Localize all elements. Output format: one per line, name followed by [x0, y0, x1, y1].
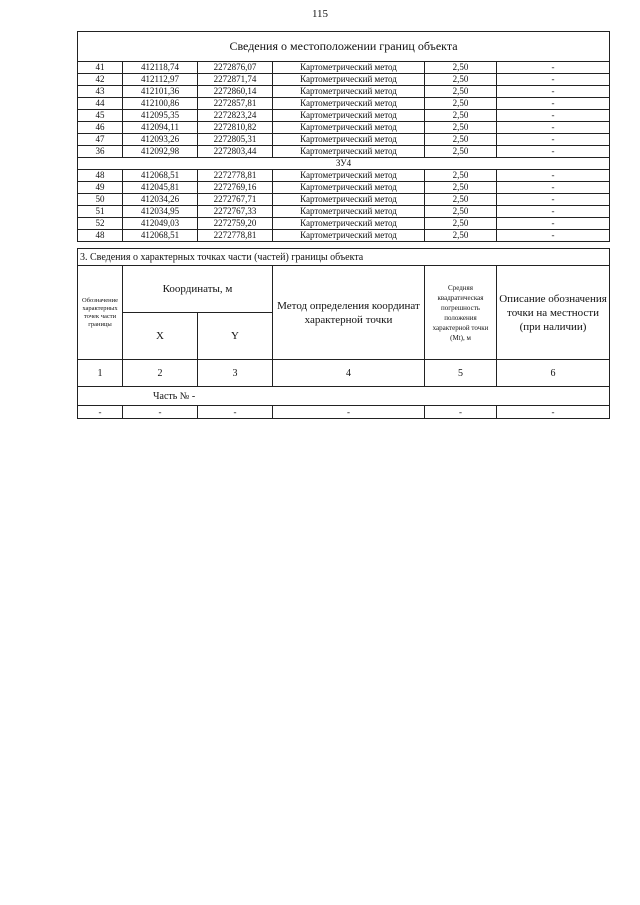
table-row	[78, 86, 610, 98]
table-row	[78, 62, 610, 74]
header-description: Описание обозначения точки на местности (при наличии)	[497, 266, 610, 360]
table-cell: 2,50	[425, 206, 497, 218]
table-cell: -	[123, 406, 198, 419]
table-cell: 2272860,14	[198, 86, 273, 98]
table-cell: -	[497, 406, 610, 419]
table-row	[78, 146, 610, 158]
table-cell: -	[497, 170, 610, 182]
table-cell: 412100,86	[123, 98, 198, 110]
table-cell: -	[198, 406, 273, 419]
column-number: 3	[198, 360, 273, 387]
table-cell: -	[497, 146, 610, 158]
section-title: 3. Сведения о характерных точках части (частей) границы объекта	[78, 249, 610, 266]
table-cell: 45	[78, 110, 123, 122]
table-row	[78, 170, 610, 182]
table-cell: 47	[78, 134, 123, 146]
table-cell: 2272810,82	[198, 122, 273, 134]
column-numbers-row	[78, 360, 610, 387]
table-row	[78, 218, 610, 230]
table-cell: 412093,26	[123, 134, 198, 146]
table-cell: -	[273, 406, 425, 419]
table-cell: 49	[78, 182, 123, 194]
column-number: 6	[497, 360, 610, 387]
table-cell: -	[497, 182, 610, 194]
table-cell: 48	[78, 230, 123, 242]
page-number: 115	[311, 8, 329, 20]
table-cell: 2,50	[425, 182, 497, 194]
table-cell: -	[425, 406, 497, 419]
table-cell: -	[497, 98, 610, 110]
table-cell: 412045,81	[123, 182, 198, 194]
table-cell: 50	[78, 194, 123, 206]
table-cell: 2272876,07	[198, 62, 273, 74]
table-cell: -	[497, 86, 610, 98]
table-row	[78, 110, 610, 122]
table-cell: 2272778,81	[198, 230, 273, 242]
table-row	[78, 206, 610, 218]
table-cell: 36	[78, 146, 123, 158]
header-y: Y	[198, 313, 273, 360]
header-method: Метод определения координат характерной точки	[273, 266, 425, 360]
table-cell: 412049,03	[123, 218, 198, 230]
table-cell: 412118,74	[123, 62, 198, 74]
table-cell: Картометрический метод	[273, 86, 425, 98]
table-cell: 48	[78, 170, 123, 182]
table-cell: 2,50	[425, 86, 497, 98]
table-cell: 51	[78, 206, 123, 218]
table-title: Сведения о местоположении границ объекта	[78, 32, 610, 62]
table-cell: Картометрический метод	[273, 182, 425, 194]
table-cell: Картометрический метод	[273, 218, 425, 230]
table-cell: Картометрический метод	[273, 230, 425, 242]
table-cell: Картометрический метод	[273, 134, 425, 146]
table-cell: 2,50	[425, 62, 497, 74]
table-row	[78, 122, 610, 134]
table-row	[78, 406, 610, 419]
table-cell: 412095,35	[123, 110, 198, 122]
table-cell: 2,50	[425, 218, 497, 230]
column-number: 1	[78, 360, 123, 387]
table-cell: 2272823,24	[198, 110, 273, 122]
table-cell: 2,50	[425, 134, 497, 146]
table-cell: 2272767,33	[198, 206, 273, 218]
column-number: 2	[123, 360, 198, 387]
table-cell: -	[497, 122, 610, 134]
group-label: ЗУ4	[78, 158, 610, 170]
table-cell: 52	[78, 218, 123, 230]
table-cell: Картометрический метод	[273, 98, 425, 110]
table-cell: -	[497, 218, 610, 230]
table-cell: -	[497, 62, 610, 74]
table-cell: 412068,51	[123, 230, 198, 242]
table-cell: 41	[78, 62, 123, 74]
table-cell: -	[497, 194, 610, 206]
table-cell: 412092,98	[123, 146, 198, 158]
table-row	[78, 194, 610, 206]
table-cell: 2,50	[425, 74, 497, 86]
table-cell: 42	[78, 74, 123, 86]
table-cell: 2272803,44	[198, 146, 273, 158]
table-cell: 43	[78, 86, 123, 98]
table-cell: 2,50	[425, 230, 497, 242]
column-number: 4	[273, 360, 425, 387]
table-cell: 2272805,31	[198, 134, 273, 146]
table-cell: -	[497, 230, 610, 242]
table-cell: -	[497, 74, 610, 86]
table-cell: Картометрический метод	[273, 146, 425, 158]
table-cell: -	[497, 134, 610, 146]
table-cell: 2,50	[425, 110, 497, 122]
table-cell: 2,50	[425, 146, 497, 158]
table-cell: 412068,51	[123, 170, 198, 182]
table-row	[78, 74, 610, 86]
table-cell: 2272857,81	[198, 98, 273, 110]
header-accuracy: Средняя квадратическая погрешность положения характерной точки (Mt), м	[425, 266, 497, 360]
table-cell: -	[497, 206, 610, 218]
table-cell: 2272769,16	[198, 182, 273, 194]
table-row	[78, 182, 610, 194]
column-number: 5	[425, 360, 497, 387]
table-cell: 2272871,74	[198, 74, 273, 86]
table-row	[78, 98, 610, 110]
table-cell: 412101,36	[123, 86, 198, 98]
table-cell: 44	[78, 98, 123, 110]
table-cell: Картометрический метод	[273, 122, 425, 134]
table-cell: Картометрический метод	[273, 62, 425, 74]
table-cell: 46	[78, 122, 123, 134]
table-cell: Картометрический метод	[273, 194, 425, 206]
header-coordinates: Координаты, м	[123, 266, 273, 313]
table-cell: 2,50	[425, 122, 497, 134]
table-cell: Картометрический метод	[273, 74, 425, 86]
table-cell: 2272767,71	[198, 194, 273, 206]
part-label: Часть № -	[78, 387, 610, 406]
header-x: X	[123, 313, 198, 360]
table-cell: 412112,97	[123, 74, 198, 86]
table-cell: 412034,95	[123, 206, 198, 218]
table-cell: -	[497, 110, 610, 122]
group-row	[78, 158, 610, 170]
table-row	[78, 134, 610, 146]
table-cell: 2,50	[425, 194, 497, 206]
table-cell: 412034,26	[123, 194, 198, 206]
part-points-table	[77, 248, 610, 419]
boundary-location-table	[77, 31, 610, 242]
table-cell: 412094,11	[123, 122, 198, 134]
table-cell: 2272778,81	[198, 170, 273, 182]
table-cell: 2272759,20	[198, 218, 273, 230]
header-point-designation: Обозначение характерных точек части границы	[78, 266, 123, 360]
table-cell: 2,50	[425, 98, 497, 110]
table-cell: Картометрический метод	[273, 206, 425, 218]
table-cell: Картометрический метод	[273, 110, 425, 122]
table-row	[78, 230, 610, 242]
table-cell: -	[78, 406, 123, 419]
table-cell: 2,50	[425, 170, 497, 182]
table-cell: Картометрический метод	[273, 170, 425, 182]
